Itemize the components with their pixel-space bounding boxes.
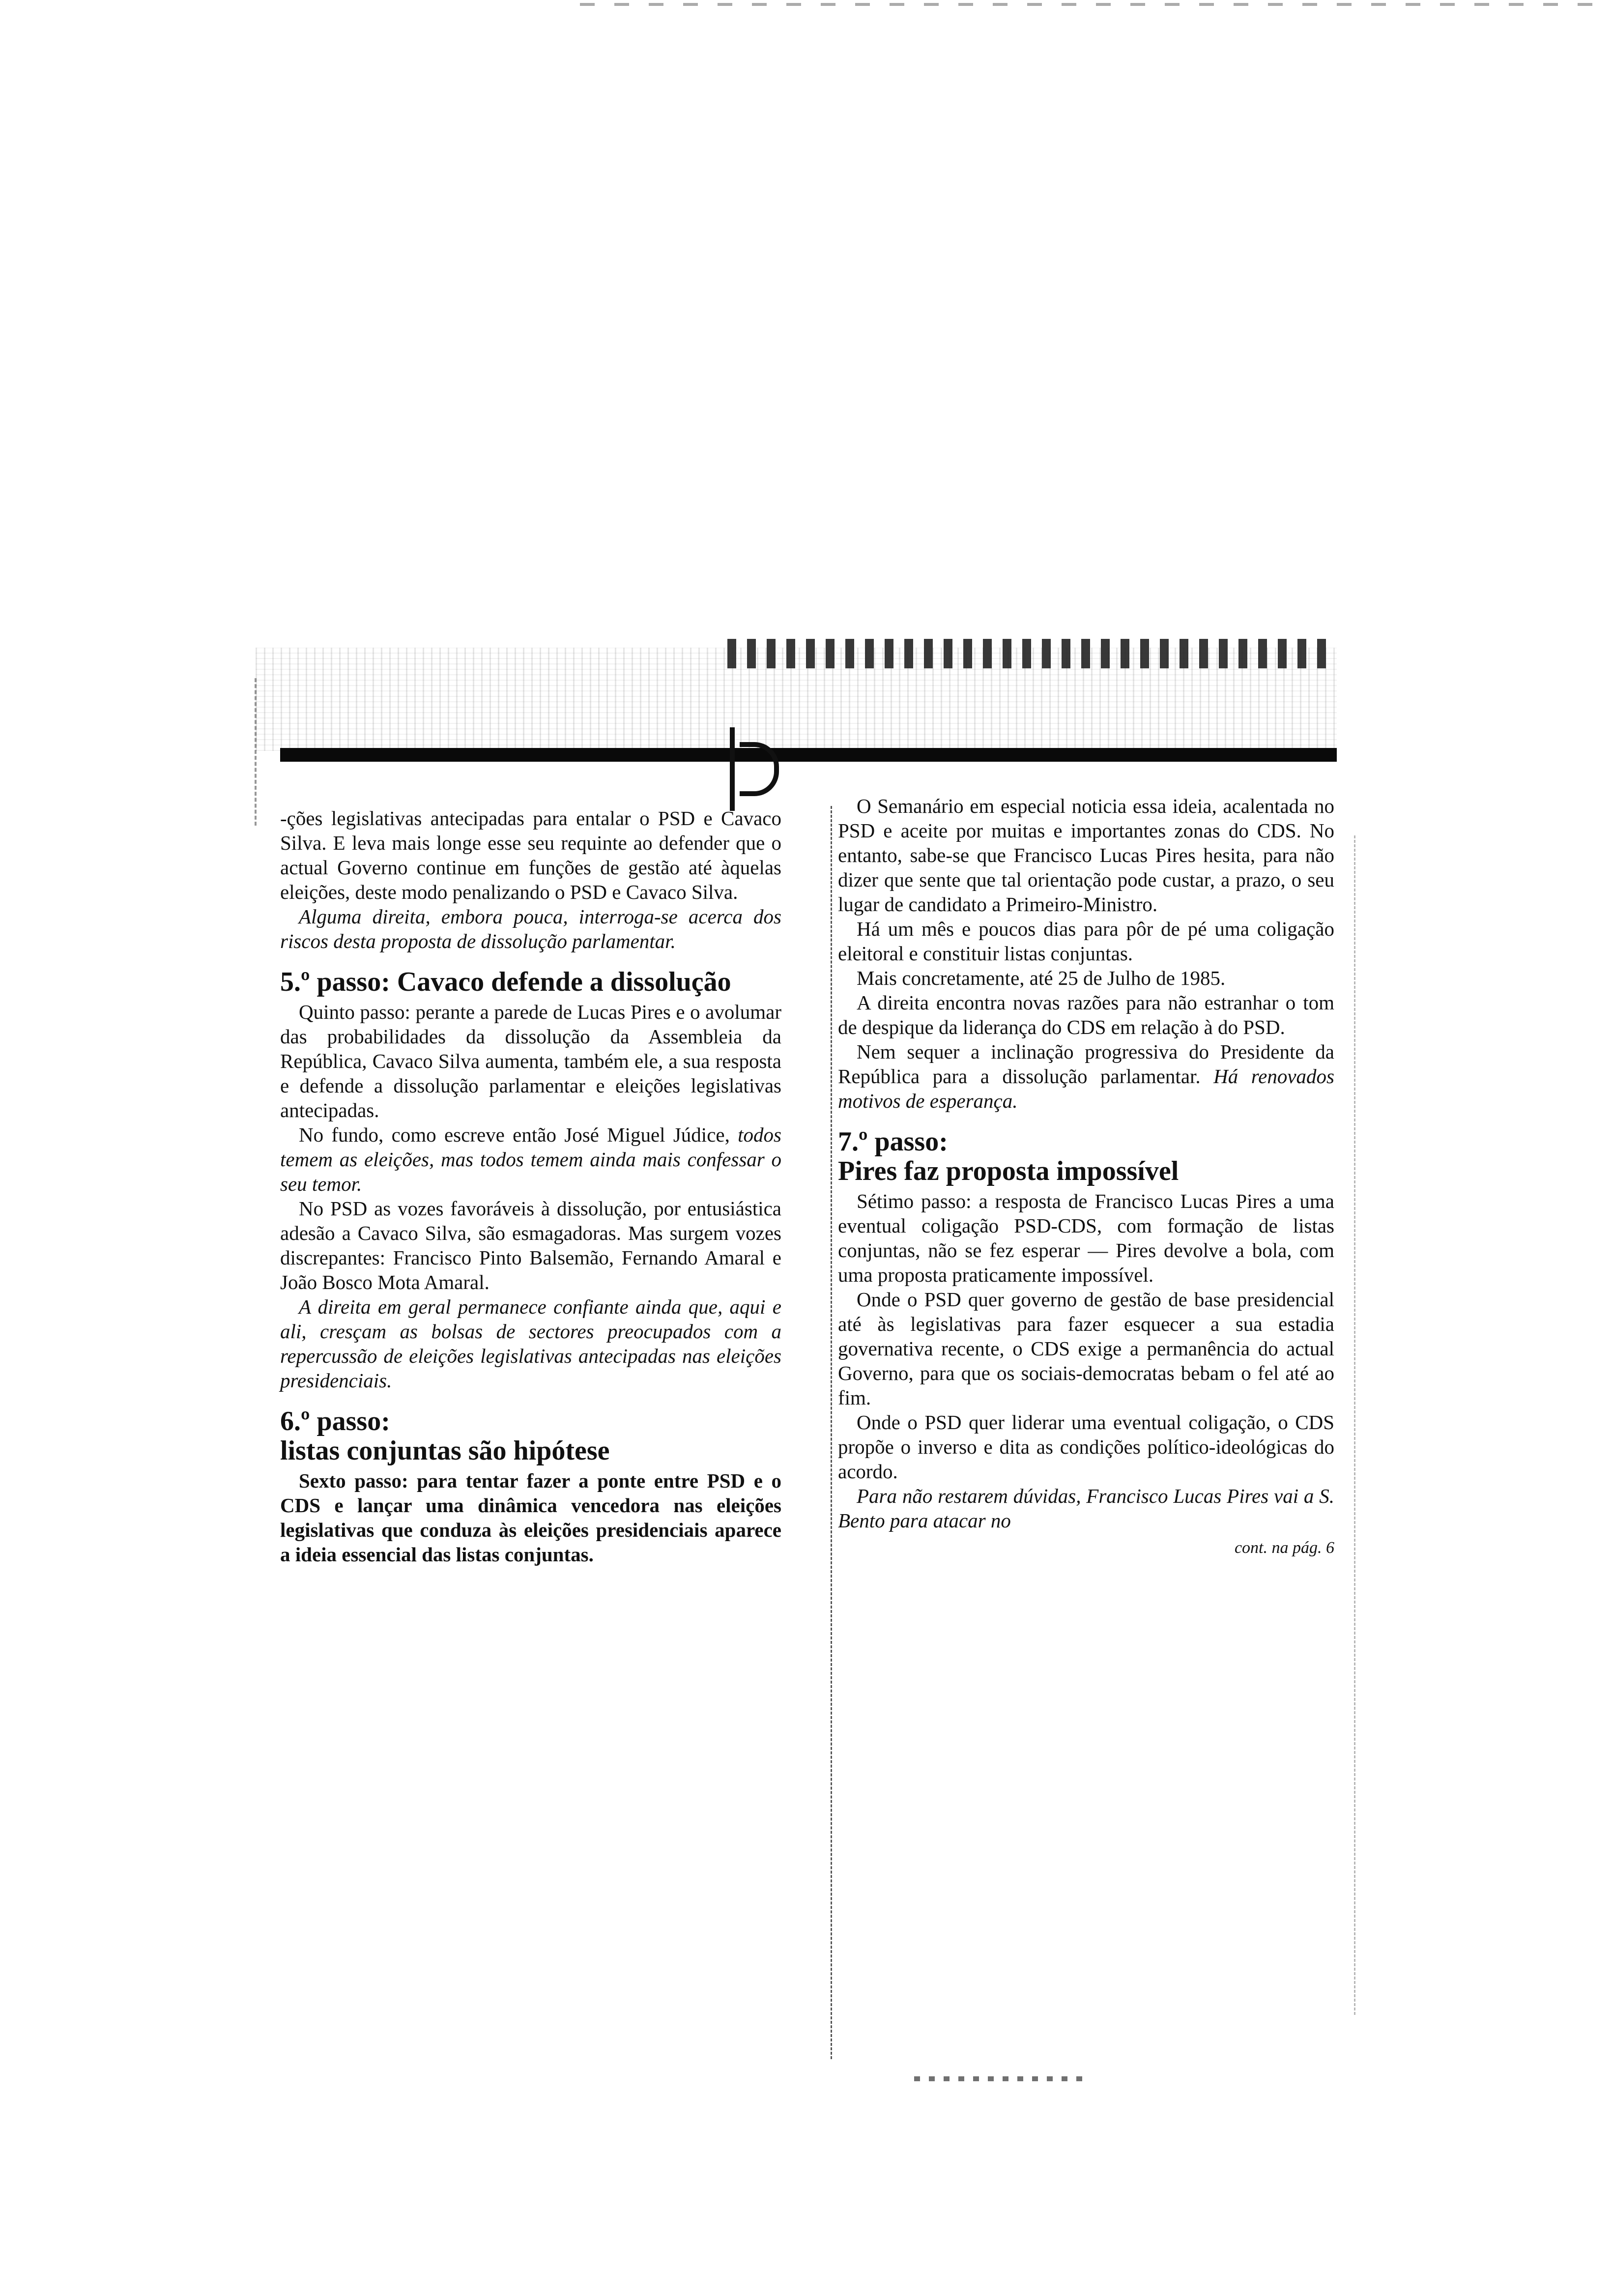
heading-step: 7.º passo: — [838, 1126, 948, 1157]
article-column-right — [838, 794, 1334, 1560]
paragraph: Quinto passo: perante a parede de Lucas Pires e o avolumar das probabilidades da dissolução da Assembleia da República, Cavaco Silva aumenta, também ele, a sua resposta e defende a dissolução parlamentar e eleições legislativas antecipadas. — [280, 1001, 781, 1121]
scan-edge-right — [1354, 835, 1355, 2015]
section-heading-6 — [280, 1406, 781, 1465]
header-rule — [280, 748, 1337, 762]
quote-text: todos temem as eleições, mas todos temem ainda mais confessar o seu temor. — [280, 1123, 781, 1195]
continuation-note: cont. na pág. 6 — [1234, 1539, 1334, 1557]
paragraph: Onde o PSD quer governo de gestão de base presidencial até às legislativas para fazer esquecer a sua estadia governativa recente, o CDS exige a permanência do actual Governo, para que os sociais-democratas bebam o fel até ao fim. — [838, 1288, 1334, 1409]
paragraph-quote — [838, 1039, 1334, 1113]
paragraph-italic: Alguma direita, embora pouca, interroga-se acerca dos riscos desta proposta de dissolução parlamentar. — [280, 905, 781, 952]
section-heading-5: 5.º passo: Cavaco defende a dissolução — [280, 967, 731, 997]
paragraph: Mais concretamente, até 25 de Julho de 1985. — [857, 967, 1226, 989]
scan-noise-bottom — [914, 2076, 1091, 2081]
paragraph-italic: Para não restarem dúvidas, Francisco Lucas Pires vai a S. Bento para atacar no — [838, 1485, 1334, 1532]
heading-title: Pires faz proposta impossível — [838, 1156, 1179, 1186]
paragraph-italic: A direita em geral permanece confiante ainda que, aqui e ali, cresçam as bolsas de sectores preocupados com a repercussão de eleições legislativas antecipadas nas eleições presidenciais. — [280, 1295, 781, 1392]
paragraph: Sétimo passo: a resposta de Francisco Lucas Pires a uma eventual coligação PSD-CDS, com formação de listas conjuntas, não se fez esperar — Pires devolve a bola, com uma proposta praticamente impossível. — [838, 1190, 1334, 1286]
scan-noise-band-dark — [727, 639, 1327, 668]
section-heading-7 — [838, 1127, 1334, 1186]
quote-intro: No fundo, como escreve então José Miguel Júdice, — [299, 1123, 738, 1146]
quote-text: Há renovados motivos de esperança. — [838, 1065, 1334, 1112]
paragraph-bold: Sexto passo: para tentar fazer a ponte entre PSD e o CDS e lançar uma dinâmica vencedora nas eleições legislativas que conduza às eleições presidenciais aparece a ideia essencial das listas conjuntas. — [280, 1469, 781, 1566]
paragraph-quote — [280, 1122, 781, 1196]
paragraph: -ções legislativas antecipadas para entalar o PSD e Cavaco Silva. E leva mais longe esse seu requinte ao defender que o actual Governo continue em funções de gestão até àquelas eleições, deste modo penalizando o PSD e Cavaco Silva. — [280, 807, 781, 903]
handwritten-mark — [730, 727, 757, 811]
heading-step: 6.º passo: — [280, 1406, 390, 1436]
heading-title: listas conjuntas são hipótese — [280, 1435, 610, 1466]
article-column-left — [280, 806, 781, 1567]
paragraph: O Semanário em especial noticia essa ideia, acalentada no PSD e aceite por muitas e importantes zonas do CDS. No entanto, sabe-se que Francisco Lucas Pires hesita, para não dizer que sente que tal orientação pode custar, a prazo, o seu lugar de candidato a Primeiro-Ministro. — [838, 795, 1334, 916]
scan-noise-top — [580, 3, 1592, 6]
paragraph: Onde o PSD quer liderar uma eventual coligação, o CDS propõe o inverso e dita as condições político-ideológicas do acordo. — [838, 1411, 1334, 1483]
scan-edge-left — [255, 678, 257, 826]
column-divider — [831, 806, 832, 2059]
paragraph: A direita encontra novas razões para não estranhar o tom de despique da liderança do CDS em relação à do PSD. — [838, 991, 1334, 1038]
paragraph: No PSD as vozes favoráveis à dissolução, por entusiástica adesão a Cavaco Silva, são esmagadoras. Mas surgem vozes discrepantes: Francisco Pinto Balsemão, Fernando Amaral e João Bosco Mota Amaral. — [280, 1197, 781, 1293]
quote-intro: Nem sequer a inclinação progressiva do Presidente da República para a dissolução parlamentar. — [838, 1040, 1334, 1088]
paragraph: Há um mês e poucos dias para pôr de pé uma coligação eleitoral e constituir listas conjuntas. — [838, 918, 1334, 965]
